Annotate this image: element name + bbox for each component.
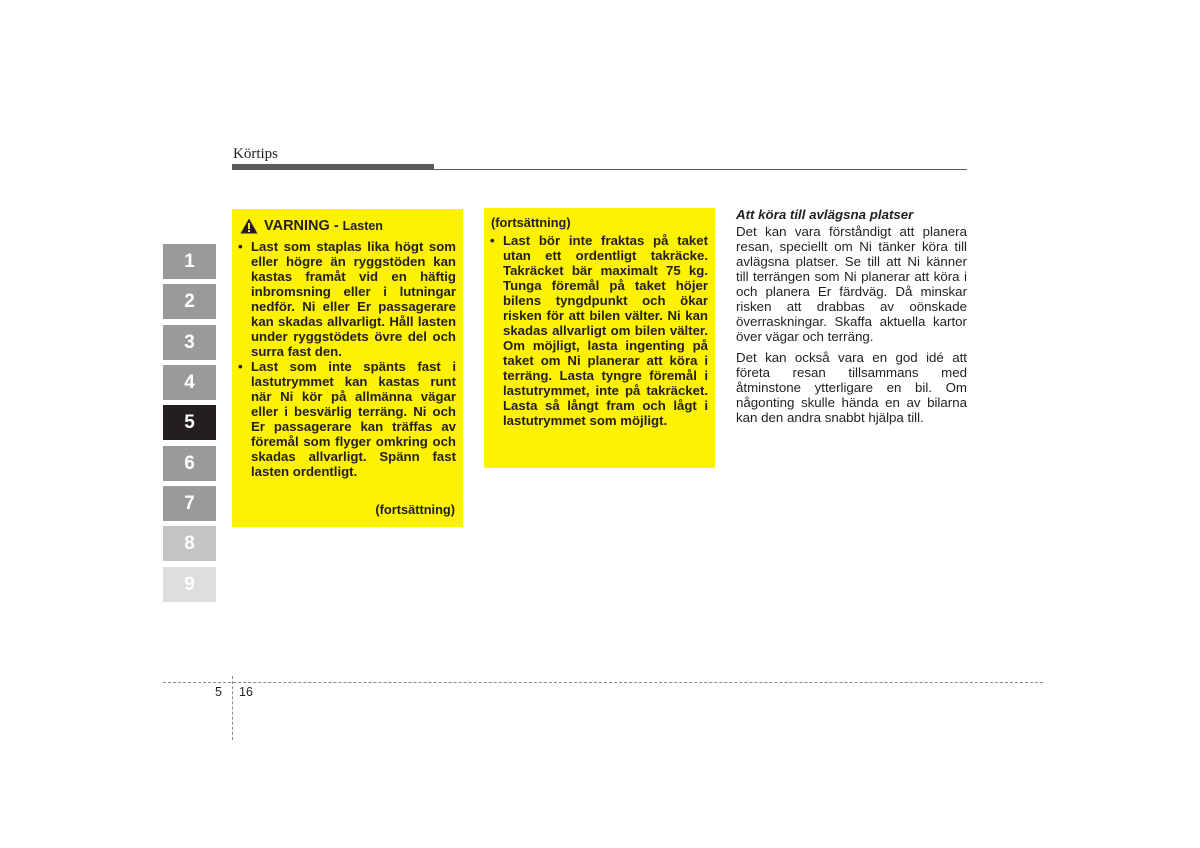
section-heading: Att köra till avlägsna platser (736, 207, 914, 222)
warning-triangle-icon (240, 218, 258, 234)
chapter-tab-9[interactable]: 9 (163, 567, 216, 602)
warning-label: VARNING - (264, 217, 339, 234)
list-item: • Last som inte spänts fast i lastutrymmet kan kastas runt när Ni kör på allmänna vägar eller i besvärlig terräng. Ni och Er passagerare kan träffas av föremål som flyger omkring och skadas allvarligt. Spänn fast lasten ordentligt. (238, 359, 456, 479)
chapter-tab-5[interactable]: 5 (163, 405, 216, 440)
header-rule-thick (232, 164, 434, 170)
warning-box-left (232, 209, 463, 527)
section-title: Körtips (233, 146, 278, 162)
right-column (736, 207, 967, 431)
chapter-tab-2[interactable]: 2 (163, 284, 216, 319)
bullet-icon: • (490, 233, 495, 248)
warning-heading (240, 218, 383, 234)
header-rule-thin (434, 169, 967, 170)
paragraph: Det kan vara förståndigt att planera resan, speciellt om Ni tänker köra till avlägsna platser. Se till att Ni känner till terrängen som Ni planerar att köra i och planera Er färdväg. Då minskar risken att drabbas av oönskade överraskningar. Skaffa aktuella kartor över vägar och terräng. (736, 224, 967, 344)
list-item: • Last bör inte fraktas på taket utan ett ordentligt takräcke. Takräcket bär maximalt 75 kg. Tunga föremål på taket höjer bilens tyngdpunkt och ökar risken för att bilen välter. Ni kan skadas allvarligt om bilen välter. Om möjligt, lasta ingenting på taket om Ni planerar att köra i terräng. Lasta tyngre föremål i lastutrymmet, inte på takräcket. Lasta så långt fram och lågt i lastutrymmet som möjligt. (490, 233, 708, 428)
list-item: • Last som staplas lika högt som eller högre än ryggstöden kan kastas framåt vid en häftig inbromsning eller i lutningar nedför. Ni eller Er passagerare kan skadas allvarligt. Håll lasten under ryggstödets övre del och surra fast den. (238, 239, 456, 359)
warning-bullets (238, 239, 456, 479)
chapter-tab-1[interactable]: 1 (163, 244, 216, 279)
continued-label: (fortsättning) (375, 502, 455, 517)
chapter-tab-3[interactable]: 3 (163, 325, 216, 360)
page-chapter-number: 5 (215, 685, 222, 699)
footer-vertical-rule (232, 676, 233, 740)
warning-subject: Lasten (342, 218, 383, 233)
chapter-tab-4[interactable]: 4 (163, 365, 216, 400)
footer-rule (163, 682, 1043, 683)
paragraph: Det kan också vara en god idé att företa resan tillsammans med åtminstone ytterligare en bil. Om någonting skulle hända en av bilarna kan den andra snabbt hjälpa till. (736, 350, 967, 425)
chapter-tab-7[interactable]: 7 (163, 486, 216, 521)
bullet-icon: • (238, 239, 243, 254)
bullet-icon: • (238, 359, 243, 374)
continued-label: (fortsättning) (491, 215, 571, 230)
warning-box-continued (484, 208, 715, 468)
chapter-tab-6[interactable]: 6 (163, 446, 216, 481)
page-number: 16 (239, 685, 253, 699)
chapter-tab-8[interactable]: 8 (163, 526, 216, 561)
warning-bullets (490, 233, 708, 428)
